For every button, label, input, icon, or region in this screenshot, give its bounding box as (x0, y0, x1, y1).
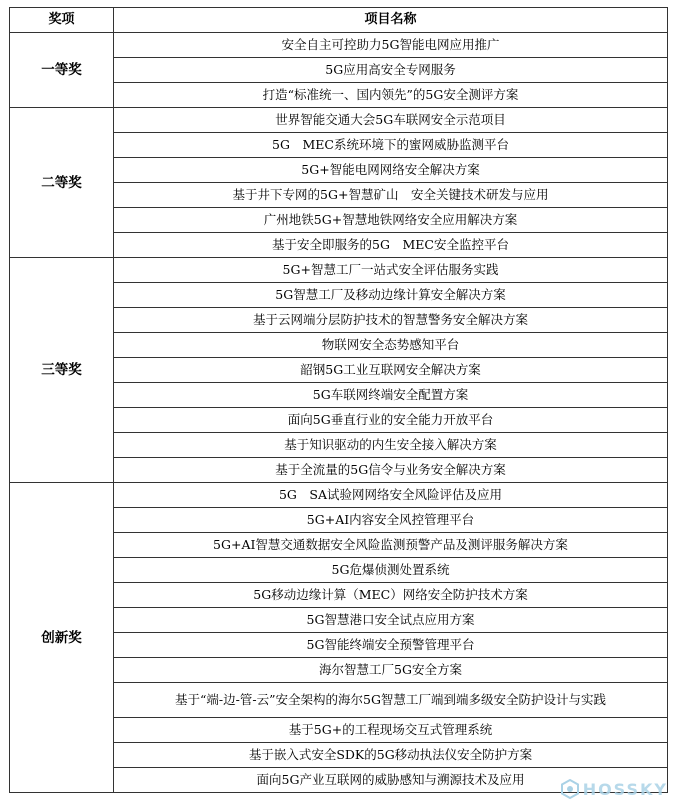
project-name: 基于全流量的5G信令与业务安全解决方案 (114, 458, 668, 483)
project-name: 基于安全即服务的5G MEC安全监控平台 (114, 233, 668, 258)
watermark-text: HOSSKY (582, 779, 668, 799)
project-name: 5G+AI智慧交通数据安全风险监测预警产品及测评服务解决方案 (114, 533, 668, 558)
project-name: 广州地铁5G+智慧地铁网络安全应用解决方案 (114, 208, 668, 233)
table-row (10, 258, 668, 283)
project-name: 5G MEC系统环境下的蜜网威胁监测平台 (114, 133, 668, 158)
project-name: 安全自主可控助力5G智能电网应用推广 (114, 33, 668, 58)
project-name: 基于“端-边-管-云”安全架构的海尔5G智慧工厂端到端多级安全防护设计与实践 (114, 683, 668, 718)
header-project-name: 项目名称 (114, 8, 668, 33)
project-name: 世界智能交通大会5G车联网安全示范项目 (114, 108, 668, 133)
project-name: 5G智慧工厂及移动边缘计算安全解决方案 (114, 283, 668, 308)
award-innovation-prize: 创新奖 (10, 483, 114, 793)
header-row (10, 8, 668, 33)
project-name: 5G+AI内容安全风控管理平台 (114, 508, 668, 533)
project-name: 5G智能终端安全预警管理平台 (114, 633, 668, 658)
project-name: 物联网安全态势感知平台 (114, 333, 668, 358)
project-name: 海尔智慧工厂5G安全方案 (114, 658, 668, 683)
project-name: 5G+智能电网网络安全解决方案 (114, 158, 668, 183)
project-name: 基于知识驱动的内生安全接入解决方案 (114, 433, 668, 458)
project-name: 基于5G+的工程现场交互式管理系统 (114, 718, 668, 743)
project-name: 5G车联网终端安全配置方案 (114, 383, 668, 408)
project-name: 基于井下专网的5G+智慧矿山 安全关键技术研发与应用 (114, 183, 668, 208)
table-row (10, 108, 668, 133)
project-name: 5G应用高安全专网服务 (114, 58, 668, 83)
table-row (10, 483, 668, 508)
project-name: 5G智慧港口安全试点应用方案 (114, 608, 668, 633)
project-name: 打造“标准统一、国内领先”的5G安全测评方案 (114, 83, 668, 108)
project-name: 基于云网端分层防护技术的智慧警务安全解决方案 (114, 308, 668, 333)
project-name: 韶钢5G工业互联网安全解决方案 (114, 358, 668, 383)
award-first-prize: 一等奖 (10, 33, 114, 108)
project-name: 基于嵌入式安全SDK的5G移动执法仪安全防护方案 (114, 743, 668, 768)
header-award: 奖项 (10, 8, 114, 33)
award-second-prize: 二等奖 (10, 108, 114, 258)
hexagon-logo-icon (561, 779, 579, 799)
watermark (561, 778, 668, 800)
project-name: 5G移动边缘计算（MEC）网络安全防护技术方案 (114, 583, 668, 608)
table-row (10, 33, 668, 58)
project-name: 面向5G产业互联网的威胁感知与溯源技术及应用 (114, 768, 668, 793)
project-name: 5G危爆侦测处置系统 (114, 558, 668, 583)
awards-table (9, 7, 668, 793)
project-name: 5G SA试验网网络安全风险评估及应用 (114, 483, 668, 508)
project-name: 面向5G垂直行业的安全能力开放平台 (114, 408, 668, 433)
project-name: 5G+智慧工厂一站式安全评估服务实践 (114, 258, 668, 283)
award-third-prize: 三等奖 (10, 258, 114, 483)
